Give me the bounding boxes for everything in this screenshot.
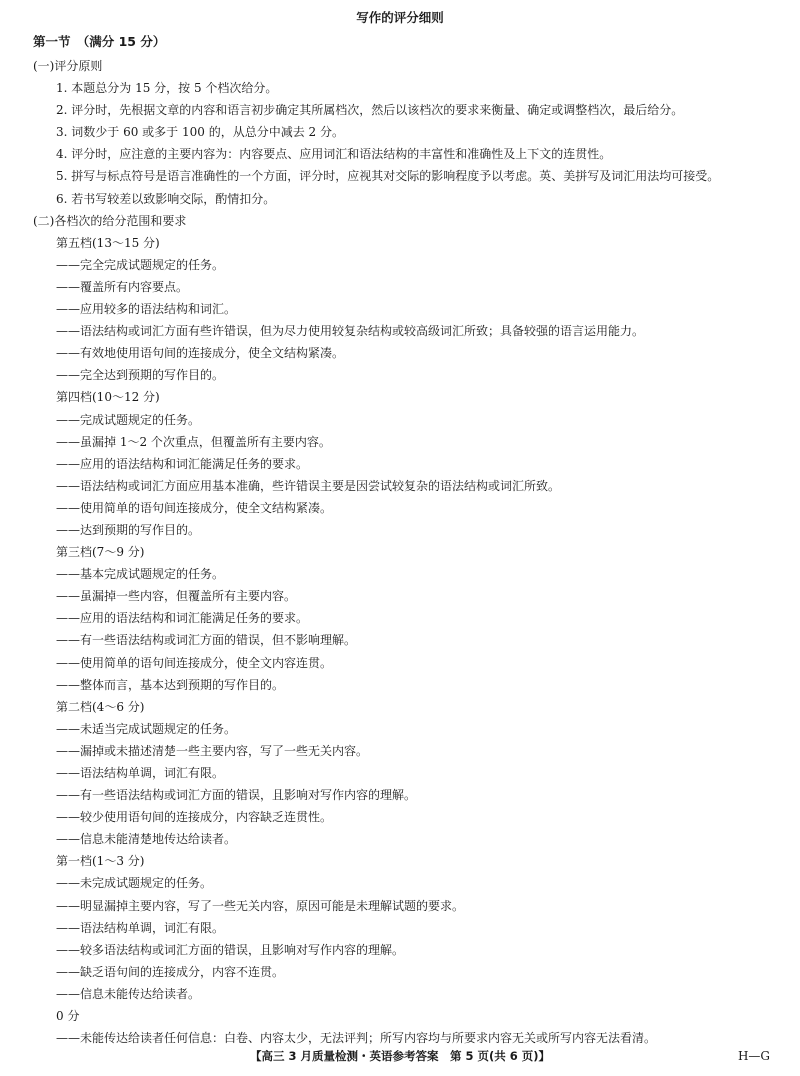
- principle-item: 6. 若书写较差以致影响交际，酌情扣分。: [56, 191, 276, 206]
- level-item: ——整体而言，基本达到预期的写作目的。: [56, 677, 285, 692]
- level-item: ——较多语法结构或词汇方面的错误，且影响对写作内容的理解。: [56, 942, 405, 957]
- level-item: ——有效地使用语句间的连接成分，使全文结构紧凑。: [56, 346, 345, 361]
- level-item: ——未能传达给读者任何信息：白卷、内容太少，无法评判；所写内容均与所要求内容无关或所写内容无法看清。: [56, 1031, 657, 1046]
- level-item: ——应用的语法结构和词汇能满足任务的要求。: [56, 611, 309, 626]
- level-title: 第二档(4～6 分): [56, 699, 145, 714]
- level-item: ——完成试题规定的任务。: [56, 412, 201, 427]
- level-item: ——完全完成试题规定的任务。: [56, 257, 225, 272]
- level-item: ——使用简单的语句间连接成分，使全文结构紧凑。: [56, 500, 333, 515]
- level-item: ——明显漏掉主要内容，写了一些无关内容，原因可能是未理解试题的要求。: [56, 898, 465, 913]
- level-title: 第三档(7～9 分): [56, 545, 145, 560]
- level-item: ——较少使用语句间的连接成分，内容缺乏连贯性。: [56, 810, 333, 825]
- principles-heading: (一)评分原则: [33, 59, 103, 73]
- level-title: 0 分: [56, 1009, 80, 1024]
- level-item: ——达到预期的写作目的。: [56, 522, 201, 537]
- level-item: ——未完成试题规定的任务。: [56, 876, 213, 891]
- level-title: 第四档(10～12 分): [56, 390, 160, 405]
- level-item: ——有一些语法结构或词汇方面的错误，但不影响理解。: [56, 633, 357, 648]
- footer-page-info: 【高三 3 月质量检测・英语参考答案 第 5 页(共 6 页)】: [249, 1049, 551, 1063]
- principle-item: 5. 拼写与标点符号是语言准确性的一个方面，评分时，应视其对交际的影响程度予以考虑。英、美拼写及词汇用法均可接受。: [56, 169, 720, 184]
- level-item: ——覆盖所有内容要点。: [56, 279, 189, 294]
- level-item: ——虽漏掉 1～2 个次重点，但覆盖所有主要内容。: [56, 434, 331, 449]
- page-title: 写作的评分细则: [356, 10, 444, 25]
- principle-item: 3. 词数少于 60 或多于 100 的，从总分中减去 2 分。: [56, 125, 344, 140]
- level-item: ——完全达到预期的写作目的。: [56, 368, 225, 383]
- level-item: ——虽漏掉一些内容，但覆盖所有主要内容。: [56, 589, 297, 604]
- level-title: 第一档(1～3 分): [56, 854, 145, 869]
- principle-item: 1. 本题总分为 15 分，按 5 个档次给分。: [56, 81, 278, 96]
- levels-heading: (二)各档次的给分范围和要求: [33, 213, 187, 228]
- level-item: ——有一些语法结构或词汇方面的错误，且影响对写作内容的理解。: [56, 788, 417, 803]
- page-footer: [0, 1047, 800, 1065]
- level-item: ——使用简单的语句间连接成分，使全文内容连贯。: [56, 655, 333, 670]
- level-title: 第五档(13～15 分): [56, 235, 160, 250]
- level-item: ——未适当完成试题规定的任务。: [56, 721, 237, 736]
- principle-item: 2. 评分时，先根据文章的内容和语言初步确定其所属档次，然后以该档次的要求来衡量、确定或调整档次，最后给分。: [56, 103, 684, 118]
- level-item: ——语法结构单调，词汇有限。: [56, 920, 225, 935]
- level-item: ——应用的语法结构和词汇能满足任务的要求。: [56, 456, 309, 471]
- level-item: ——基本完成试题规定的任务。: [56, 567, 225, 582]
- level-item: ——漏掉或未描述清楚一些主要内容，写了一些无关内容。: [56, 743, 369, 758]
- document-body: [0, 55, 800, 1049]
- footer-code: H—G: [737, 1049, 770, 1063]
- principle-item: 4. 评分时，应注意的主要内容为：内容要点、应用词汇和语法结构的丰富性和准确性及上下文的连贯性。: [56, 147, 612, 162]
- level-item: ——信息未能清楚地传达给读者。: [56, 832, 237, 847]
- level-item: ——语法结构或词汇方面应用基本准确，些许错误主要是因尝试较复杂的语法结构或词汇所致。: [56, 478, 561, 493]
- section-title: 第一节 （满分 15 分）: [33, 34, 166, 49]
- level-item: ——语法结构单调，词汇有限。: [56, 766, 225, 780]
- level-item: ——缺乏语句间的连接成分，内容不连贯。: [56, 964, 285, 979]
- level-item: ——应用较多的语法结构和词汇。: [56, 302, 237, 317]
- level-item: ——信息未能传达给读者。: [56, 986, 201, 1001]
- level-item: ——语法结构或词汇方面有些许错误，但为尽力使用较复杂结构或较高级词汇所致；具备较强的语言运用能力。: [56, 324, 645, 339]
